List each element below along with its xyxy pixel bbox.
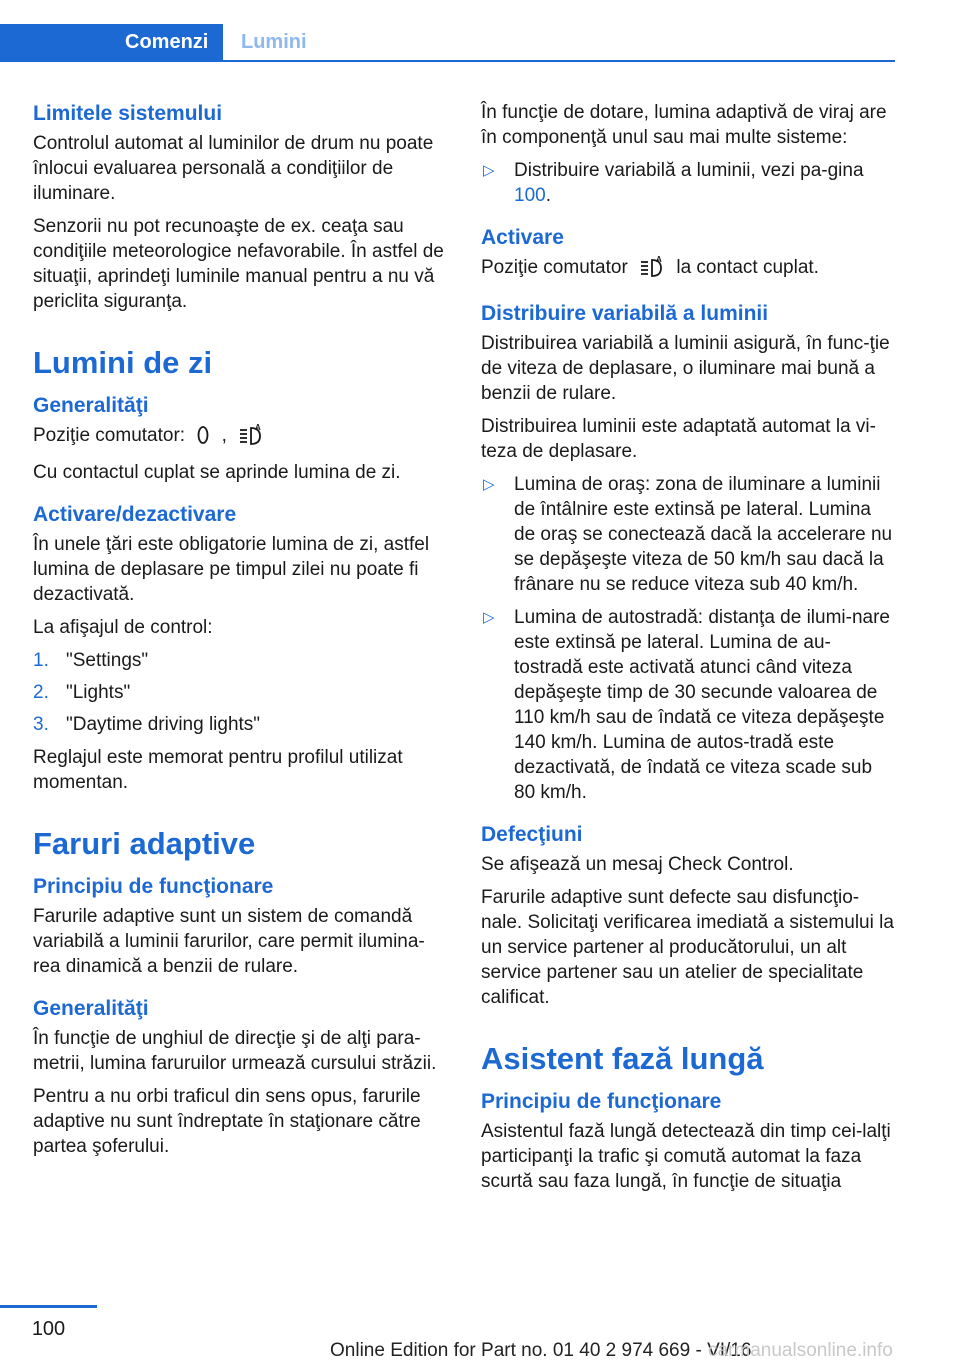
distribution-list: [481, 472, 897, 805]
assist-principle-heading: Principiu de funcţionare: [481, 1090, 722, 1113]
header-bar: [0, 24, 895, 62]
step-number: 3.: [33, 714, 49, 735]
tab-lumini[interactable]: Lumini: [241, 31, 307, 53]
bullet-triangle-icon: ▷: [483, 609, 495, 626]
step-text: "Settings": [66, 650, 149, 671]
general2-heading: Generalităţi: [33, 997, 149, 1020]
automatic-headlight-icon: [238, 423, 264, 452]
bullet-triangle-icon: ▷: [483, 162, 495, 179]
faults-heading: Defecţiuni: [481, 823, 583, 846]
limits-paragraph-1: Controlul automat al luminilor de drum nu poate înlocui evaluarea personală a condiţiilor de iluminare.: [33, 133, 434, 204]
edition-text: Online Edition for Part no. 01 40 2 974 669 - VI/16: [330, 1340, 752, 1361]
distribution-heading: Distribuire variabilă a luminii: [481, 302, 769, 325]
list-item: [33, 712, 448, 737]
activation-after: la contact cuplat.: [676, 257, 819, 278]
assist-paragraph: Asistentul fază lungă detectează din timp cei‐lalţi participanţi la trafic şi comută automat la faza scurtă sau faza lungă, în funcţie de situaţia: [481, 1121, 891, 1192]
list-item: [33, 680, 448, 705]
svg-text:A: A: [656, 255, 662, 264]
list-item: [481, 472, 897, 597]
activation-heading-right: Activare: [481, 226, 564, 249]
list-item: [481, 158, 897, 208]
limits-paragraph-2: Senzorii nu pot recunoaşte de ex. ceaţa sau condiţiile meteorologice nefavorabile. În astfel de situaţii, aprindeţi luminile manual pentru a nu vă periclita siguranţa.: [33, 216, 444, 312]
step-number: 1.: [33, 650, 49, 671]
general-heading: Generalităţi: [33, 394, 149, 417]
activation-before: Poziţie comutator: [481, 257, 628, 278]
switch-position-line: [33, 423, 448, 452]
day-lights-heading: Lumini de zi: [33, 345, 213, 380]
limits-heading: Limitele sistemului: [33, 102, 223, 125]
tab-comenzi[interactable]: Comenzi: [0, 24, 223, 60]
faults-paragraph-1: Se afişează un mesaj Check Control.: [481, 854, 794, 875]
steps-list: [33, 648, 448, 737]
switch-position-label: Poziţie comutator:: [33, 425, 186, 446]
switch-separator: ,: [221, 425, 227, 446]
automatic-headlight-icon: [639, 255, 665, 284]
watermark: carmanualsonline.info: [708, 1340, 893, 1361]
general2-paragraph-2: Pentru a nu orbi traficul din sens opus, farurile adaptive nu sunt îndreptate în staţionare către partea şoferului.: [33, 1086, 421, 1157]
step-number: 2.: [33, 682, 49, 703]
intro-item-end: .: [545, 185, 551, 206]
activation-paragraph: În unele ţări este obligatorie lumina de zi, astfel lumina de deplasare pe timpul zilei nu poate fi dezactivată.: [33, 534, 430, 605]
svg-text:A: A: [255, 423, 261, 432]
display-paragraph: La afişajul de control:: [33, 617, 213, 638]
page-number: 100: [31, 1318, 66, 1340]
right-column: [481, 100, 897, 1202]
distribution-paragraph-2: Distribuirea luminii este adaptată automat la vi‐teza de deplasare.: [481, 416, 876, 462]
activation-heading: Activare/dezactivare: [33, 503, 237, 526]
bullet-text: Lumina de autostradă: distanţa de ilumi‐nare este extinsă pe lateral. Lumina de au‐tostradă este activată atunci când viteza depăşeşte timp de 30 secunde valoarea de 110 km/h sau de îndată ce viteza depăşeşte 140 km/h. Lumina de autos‐tradă este dezactivată, de îndată ce viteza scade sub 80 km/h.: [514, 607, 891, 803]
step-text: "Lights": [66, 682, 131, 703]
header-divider: [0, 60, 895, 62]
general2-paragraph-1: În funcţie de unghiul de direcţie şi de alţi para‐metrii, lumina faruruilor urmează cursului străzii.: [33, 1028, 437, 1074]
light-switch-zero-icon: [196, 425, 210, 452]
systems-list: [481, 158, 897, 208]
adaptive-headlights-heading: Faruri adaptive: [33, 826, 256, 861]
bullet-triangle-icon: ▷: [483, 476, 495, 493]
faults-paragraph-2: Farurile adaptive sunt defecte sau disfuncţio‐nale. Solicitaţi verificarea imediată a sistemului la un service partener al producătorului, un alt service partener sau un atelier de specialitate calificat.: [481, 887, 894, 1008]
footer-divider: [0, 1305, 97, 1308]
list-item: [33, 648, 448, 673]
stored-paragraph: Reglajul este memorat pentru profilul utilizat momentan.: [33, 747, 403, 793]
page-link[interactable]: 100: [514, 185, 546, 206]
intro-item-text: Distribuire variabilă a luminii, vezi pa‐gina: [514, 160, 864, 181]
left-column: [33, 100, 448, 1167]
day-lights-paragraph: Cu contactul cuplat se aprinde lumina de zi.: [33, 462, 401, 483]
activation-line: [481, 255, 897, 284]
bullet-text: Lumina de oraş: zona de iluminare a luminii de întâlnire este extinsă pe lateral. Lumina de oraş se conectează dacă la accelerare nu se depăşeşte viteza de 50 km/h sau dacă la frânare nu se reduce viteza sub 40 km/h.: [514, 474, 893, 595]
list-item: [481, 605, 897, 805]
distribution-paragraph-1: Distribuirea variabilă a luminii asigură, în func‐ţie de viteza de deplasare, o iluminare mai bună a benzii de rulare.: [481, 333, 890, 404]
intro-paragraph: În funcţie de dotare, lumina adaptivă de viraj are în componenţă unul sau mai multe sisteme:: [481, 102, 887, 148]
principle-heading: Principiu de funcţionare: [33, 875, 274, 898]
step-text: "Daytime driving lights": [66, 714, 261, 735]
high-beam-assistant-heading: Asistent fază lungă: [481, 1041, 764, 1076]
principle-paragraph: Farurile adaptive sunt un sistem de comandă variabilă a luminii farurilor, care permit ilumina‐rea dinamică a benzii de rulare.: [33, 906, 425, 977]
